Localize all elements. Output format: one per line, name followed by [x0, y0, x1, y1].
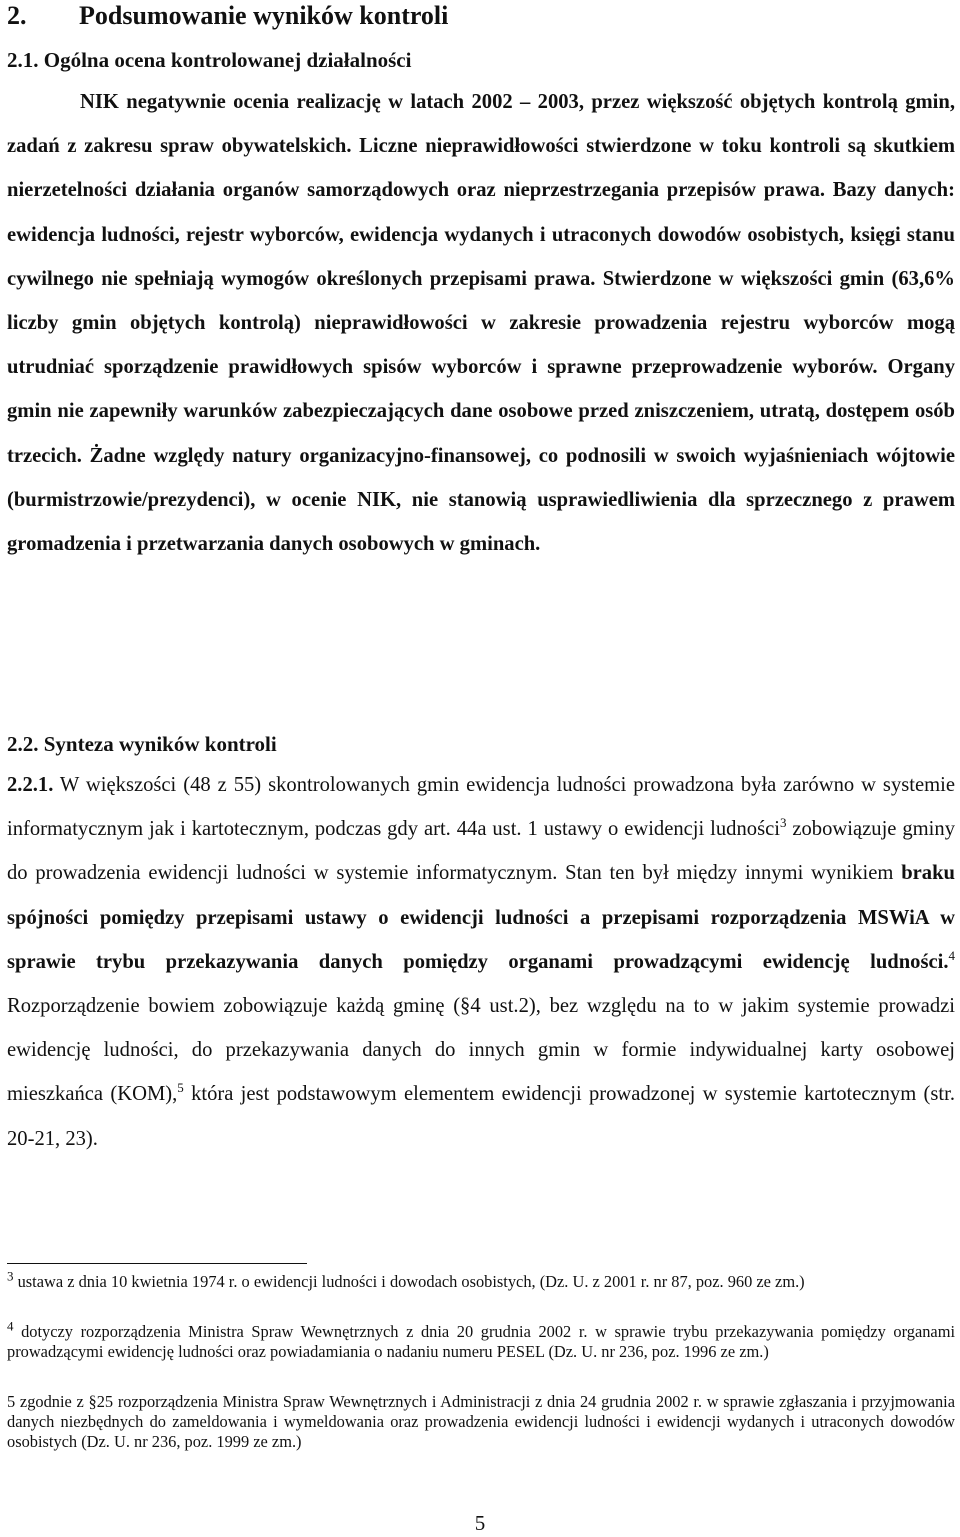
page-number: 5	[474, 1511, 486, 1535]
footnote-3	[7, 1268, 955, 1292]
footnote-separator	[7, 1263, 307, 1264]
chapter-heading	[7, 0, 448, 32]
chapter-title: Podsumowanie wyników kontroli	[79, 1, 449, 30]
section-2-1-title: 2.1. Ogólna ocena kontrolowanej działalności	[7, 48, 412, 72]
paragraph-text-1: W większości (48 z 55) skontrolowanych gmin ewidencja ludności prowadzona była zarówno w systemie informatycznym jak i kartotecznym, podczas gdy art. 44a ust. 1 ustawy o ewidencji ludności	[7, 774, 955, 841]
footnote-ref-3[interactable]: 3	[779, 815, 787, 831]
footnote-number: 5	[7, 1392, 16, 1411]
section-2-1-paragraph: NIK negatywnie ocenia realizację w latach 2002 – 2003, przez większość objętych kontrolą gmin, zadań z zakresu spraw obywatelskich. Liczne nieprawidłowości stwierdzone w toku kontroli są skutkiem nierzetelności działania organów samorządowych oraz nieprzestrzegania przepisów prawa. Bazy danych: ewidencja ludności, rejestr wyborców, ewidencja wydanych i utraconych dowodów osobistych, księgi stanu cywilnego nie spełniają wymogów określonych przepisami prawa. Stwierdzone w większości gmin (63,6% liczby gmin objętych kontrolą) nieprawidłowości w zakresie prowadzenia rejestru wyborców mogą utrudniać sporządzenie prawidłowych spisów wyborców i sprawne przeprowadzenie wyborów. Organy gmin nie zapewniły warunków zabezpieczających dane osobowe przed zniszczeniem, utratą, dostępem osób trzecich. Żadne względy natury organizacyjno-finansowej, co podnosili w swoich wyjaśnieniach wójtowie (burmistrzowie/prezydenci), w ocenie NIK, nie stanowią usprawiedliwienia dla sprzecznego z prawem gromadzenia i przetwarzania danych osobowych w gminach.	[7, 91, 955, 556]
footnote-ref-5[interactable]: 5	[177, 1080, 184, 1096]
footnote-text: ustawa z dnia 10 kwietnia 1974 r. o ewidencji ludności i dowodach osobistych, (Dz. U. z 2001 r. nr 87, poz. 960 ze zm.)	[13, 1272, 805, 1291]
point-number: 2.2.1.	[7, 774, 54, 796]
footnote-text: zgodnie z §25 rozporządzenia Ministra Spraw Wewnętrznych i Administracji z dnia 24 grudnia 2002 r. w sprawie zgłaszania i przyjmowania danych niezbędnych do zameldowania i wymeldowania oraz prowadzenia ewidencji ludności i ewidencji wydanych i utraconych dowodów osobistych (Dz. U. nr 236, poz. 1999 ze zm.)	[7, 1392, 955, 1452]
paragraph-bold-text: braku spójności pomiędzy przepisami ustawy o ewidencji ludności a przepisami rozporządzenia MSWiA w sprawie trybu przekazywania danych pomiędzy organami prowadzącymi ewidencję ludności.	[7, 862, 955, 973]
footnote-4	[7, 1318, 955, 1362]
chapter-number: 2.	[7, 1, 27, 30]
footnote-number: 4	[7, 1318, 14, 1334]
footnote-text: dotyczy rozporządzenia Ministra Spraw Wewnętrznych z dnia 20 grudnia 2002 r. w sprawie trybu przekazywania pomiędzy organami prowadzącymi ewidencję ludności oraz powiadamiania o nadaniu numeru PESEL (Dz. U. nr 236, poz. 1996 ze zm.)	[7, 1322, 955, 1362]
footnote-number: 3	[7, 1268, 14, 1284]
footnote-5	[7, 1392, 955, 1453]
section-2-2-1-paragraph	[7, 763, 955, 1161]
footnote-ref-4[interactable]: 4	[948, 947, 955, 963]
paragraph-text-2: zobowiązuje gminy do prowadzenia ewidencji ludności w systemie informatycznym. Stan ten był między innymi wynikiem	[7, 818, 955, 885]
paragraph-text-3: Rozporządzenie bowiem zobowiązuje każdą gminę (§4 ust.2), bez względu na to w jakim systemie prowadzi ewidencję ludności, do przekazywania danych do innych gmin w formie indywidualnej karty osobowej mieszkańca (KOM),	[7, 995, 955, 1106]
section-2-2-title: 2.2. Synteza wyników kontroli	[7, 732, 277, 756]
paragraph-text-4: która jest podstawowym elementem ewidencji prowadzonej w systemie kartotecznym (str. 20-21, 23).	[7, 1083, 955, 1150]
